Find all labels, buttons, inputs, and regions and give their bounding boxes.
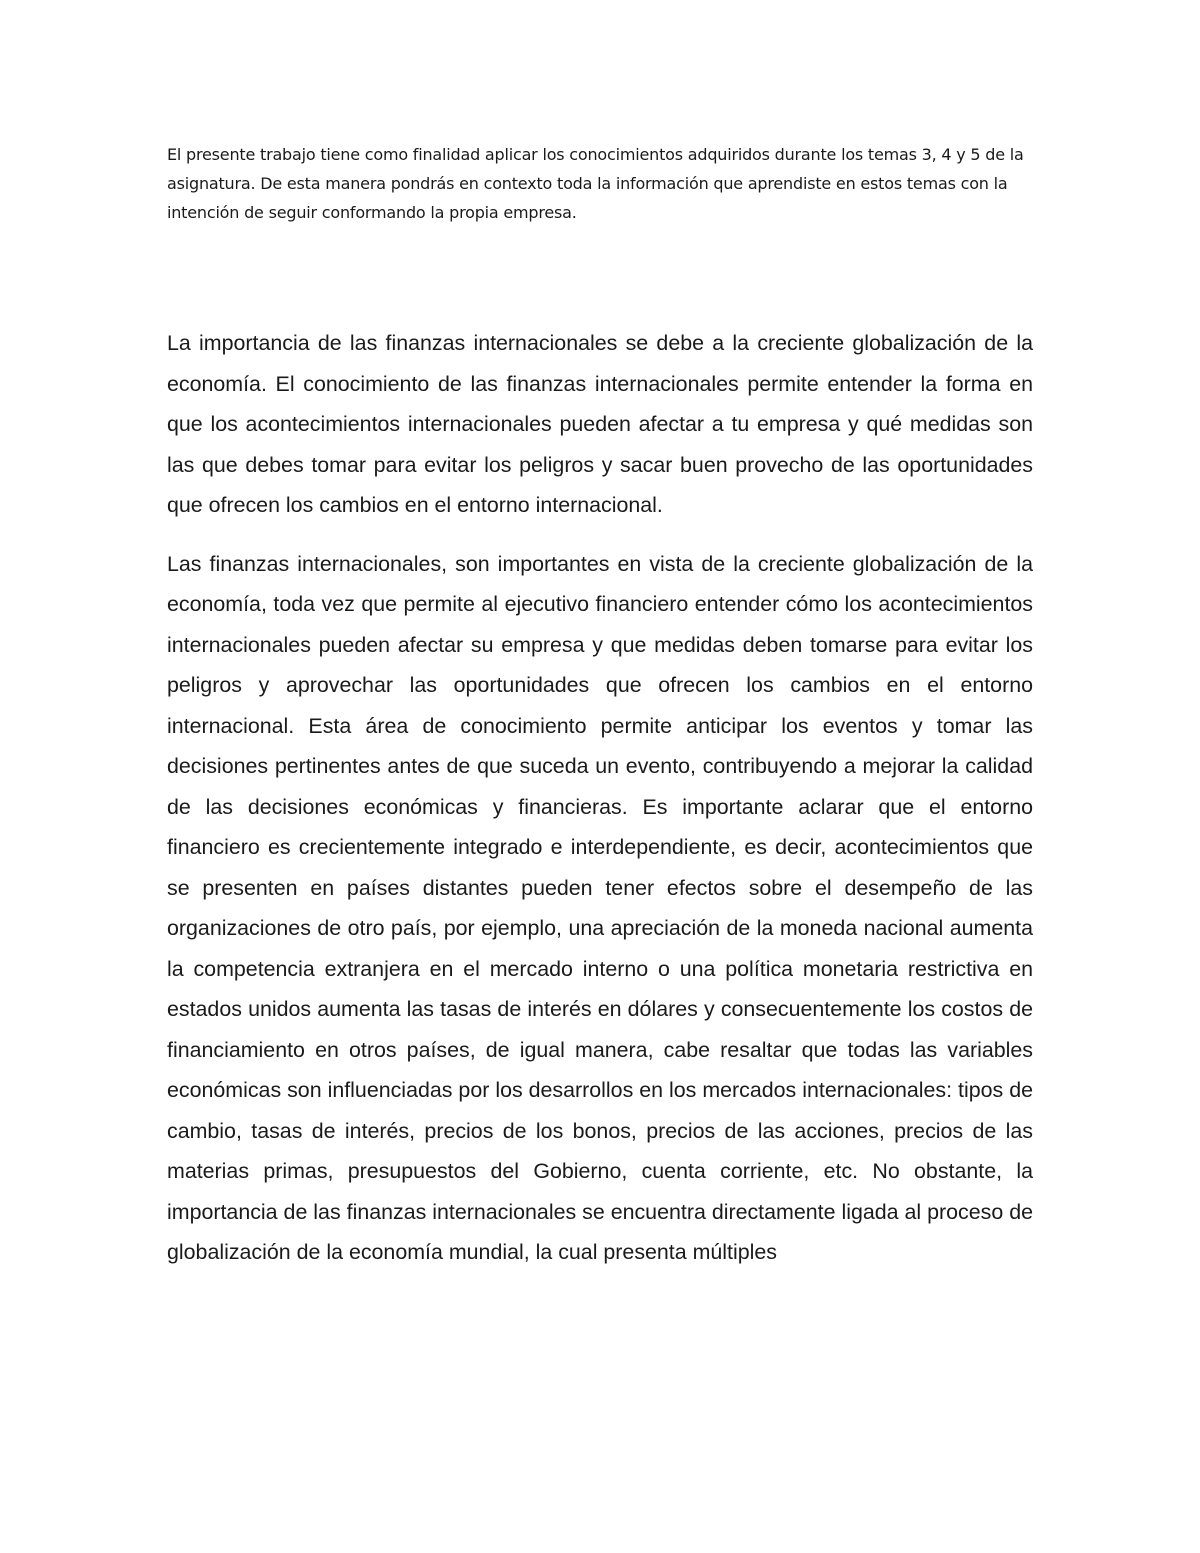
- body-paragraph-2: Las finanzas internacionales, son importantes en vista de la creciente globalización de la economía, toda vez que permite al ejecutivo financiero entender cómo los acontecimientos internacionales pueden afectar su empresa y que medidas deben tomarse para evitar los peligros y aprovechar las oportunidades que ofrecen los cambios en el entorno internacional. Esta área de conocimiento permite anticipar los eventos y tomar las decisiones pertinentes antes de que suceda un evento, contribuyendo a mejorar la calidad de las decisiones económicas y financieras. Es importante aclarar que el entorno financiero es crecientemente integrado e interdependiente, es decir, acontecimientos que se presenten en países distantes pueden tener efectos sobre el desempeño de las organizaciones de otro país, por ejemplo, una apreciación de la moneda nacional aumenta la competencia extranjera en el mercado interno o una política monetaria restrictiva en estados unidos aumenta las tasas de interés en dólares y consecuentemente los costos de financiamiento en otros países, de igual manera, cabe resaltar que todas las variables económicas son influenciadas por los desarrollos en los mercados internacionales: tipos de cambio, tasas de interés, precios de los bonos, precios de las acciones, precios de las materias primas, presupuestos del Gobierno, cuenta corriente, etc. No obstante, la importancia de las finanzas internacionales se encuentra directamente ligada al proceso de globalización de la economía mundial, la cual presenta múltiples: [167, 551, 1033, 1264]
- intro-paragraph: El presente trabajo tiene como finalidad aplicar los conocimientos adquiridos durante los temas 3, 4 y 5 de la asignatura. De esta manera pondrás en contexto toda la información que aprendiste en estos temas con la intención de seguir conformando la propia empresa.: [167, 145, 1024, 222]
- document-body: [167, 323, 1033, 1291]
- body-paragraph-1: La importancia de las finanzas internacionales se debe a la creciente globalización de la economía. El conocimiento de las finanzas internacionales permite entender la forma en que los acontecimientos internacionales pueden afectar a tu empresa y qué medidas son las que debes tomar para evitar los peligros y sacar buen provecho de las oportunidades que ofrecen los cambios en el entorno internacional.: [167, 331, 1033, 517]
